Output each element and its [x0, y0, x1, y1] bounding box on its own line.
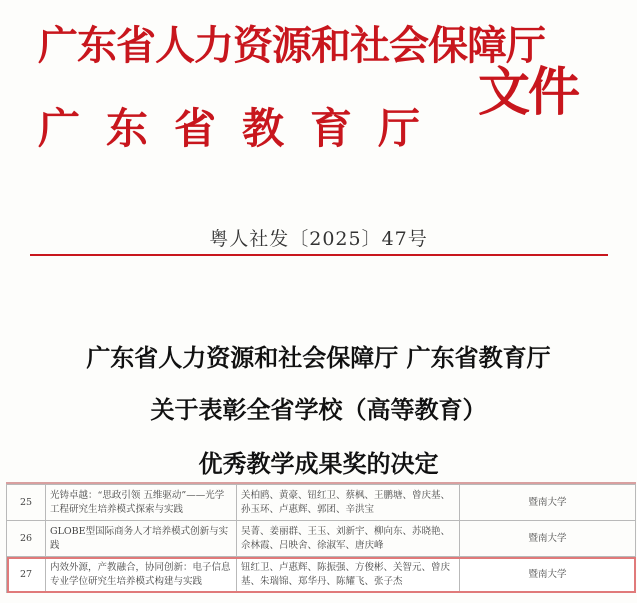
- project-name: 光铸卓越：“思政引领 五维驱动”——光学工程研究生培养模式探索与实践: [46, 485, 237, 521]
- table-row-highlighted: [7, 557, 636, 593]
- title-line-1: 广东省人力资源和社会保障厅 广东省教育厅: [86, 343, 551, 372]
- document-type-label: 文件: [478, 62, 579, 123]
- document-number: 粤人社发〔2025〕47号: [209, 228, 428, 250]
- project-members: 吴菁、姜丽群、王玉、刘新宇、柳向东、苏晓艳、佘林霞、吕映舍、徐淑军、唐庆峰: [237, 521, 460, 557]
- issuer-line-1: 广东省人力资源和社会保障厅: [38, 22, 545, 69]
- table-row: [7, 521, 636, 557]
- issuer-line-2: 广东省教育厅: [38, 104, 447, 153]
- project-members: 关柏鸥、黄豪、钮红卫、蔡枫、王鹏塘、曾庆基、孙玉环、卢惠辉、郭团、辛洪宝: [237, 485, 460, 521]
- row-number: 26: [7, 521, 46, 557]
- project-unit: 暨南大学: [460, 557, 636, 593]
- row-number: 25: [7, 485, 46, 521]
- title-line-2: 关于表彰全省学校（高等教育）: [150, 395, 487, 424]
- project-name: GLOBE型国际商务人才培养模式创新与实践: [46, 521, 237, 557]
- row-number: 27: [7, 557, 46, 593]
- project-unit: 暨南大学: [460, 521, 636, 557]
- award-table-container: [6, 482, 636, 603]
- project-unit: 暨南大学: [460, 485, 636, 521]
- title-line-3: 优秀教学成果奖的决定: [198, 449, 439, 478]
- award-table: [6, 484, 636, 593]
- red-divider-line: [30, 254, 608, 256]
- project-name: 内效外源，产教融合，协同创新：电子信息专业学位研究生培养模式构建与实践: [46, 557, 237, 593]
- table-row: [7, 485, 636, 521]
- document-header: [0, 0, 637, 200]
- project-members: 钮红卫、卢惠辉、陈振强、方俊彬、关智元、曾庆基、朱瑞锦、郑华丹、陈耀飞、张子杰: [237, 557, 460, 593]
